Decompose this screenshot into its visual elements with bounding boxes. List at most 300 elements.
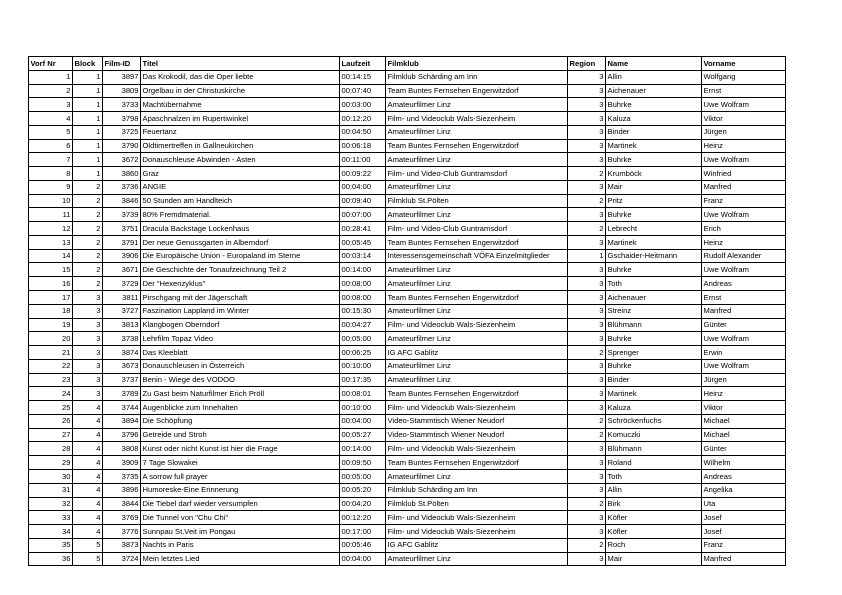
cell-name: Binder bbox=[606, 125, 702, 139]
cell-name: Schröckenfuchs bbox=[606, 414, 702, 428]
cell-film-id: 3874 bbox=[103, 346, 141, 360]
cell-titel: Feuertanz bbox=[141, 125, 340, 139]
cell-name: Buhrke bbox=[606, 263, 702, 277]
cell-vorf-nr: 31 bbox=[29, 483, 73, 497]
cell-titel: Augenblicke zum Innehalten bbox=[141, 401, 340, 415]
table-row bbox=[29, 153, 786, 167]
cell-block: 3 bbox=[73, 346, 103, 360]
cell-name: Sprenger bbox=[606, 346, 702, 360]
cell-name: Pritz bbox=[606, 194, 702, 208]
cell-region: 3 bbox=[568, 456, 606, 470]
cell-vorname: Rudolf Alexander bbox=[702, 249, 786, 263]
header-region: Region bbox=[568, 57, 606, 71]
cell-film-id: 3776 bbox=[103, 525, 141, 539]
cell-titel: Die Schöpfung bbox=[141, 414, 340, 428]
table-row bbox=[29, 70, 786, 84]
cell-block: 2 bbox=[73, 208, 103, 222]
cell-laufzeit: 00:09:22 bbox=[340, 167, 386, 181]
table-row bbox=[29, 98, 786, 112]
table-row bbox=[29, 346, 786, 360]
cell-vorname: Günter bbox=[702, 318, 786, 332]
cell-block: 4 bbox=[73, 469, 103, 483]
cell-film-id: 3846 bbox=[103, 194, 141, 208]
table-row bbox=[29, 552, 786, 566]
cell-block: 1 bbox=[73, 84, 103, 98]
cell-vorf-nr: 9 bbox=[29, 180, 73, 194]
cell-filmklub: Film- und Video-Club Guntramsdorf bbox=[386, 167, 568, 181]
cell-film-id: 3813 bbox=[103, 318, 141, 332]
cell-titel: Die Tunnel von "Chu Chi" bbox=[141, 511, 340, 525]
table-row bbox=[29, 291, 786, 305]
cell-vorname: Uwe Wolfram bbox=[702, 208, 786, 222]
cell-titel: Pirschgang mit der Jägerschaft bbox=[141, 291, 340, 305]
cell-block: 5 bbox=[73, 552, 103, 566]
cell-name: Roland bbox=[606, 456, 702, 470]
cell-vorname: Michael bbox=[702, 428, 786, 442]
cell-laufzeit: 00:08:00 bbox=[340, 291, 386, 305]
cell-filmklub: Team Buntes Fernsehen Engerwitzdorf bbox=[386, 387, 568, 401]
cell-block: 1 bbox=[73, 153, 103, 167]
cell-region: 3 bbox=[568, 84, 606, 98]
cell-filmklub: Amateurfilmer Linz bbox=[386, 125, 568, 139]
cell-name: Buhrke bbox=[606, 98, 702, 112]
cell-name: Mair bbox=[606, 552, 702, 566]
cell-film-id: 3873 bbox=[103, 538, 141, 552]
cell-name: Buhrke bbox=[606, 359, 702, 373]
cell-vorf-nr: 26 bbox=[29, 414, 73, 428]
cell-block: 4 bbox=[73, 511, 103, 525]
cell-film-id: 3744 bbox=[103, 401, 141, 415]
cell-laufzeit: 00:04:00 bbox=[340, 180, 386, 194]
cell-block: 3 bbox=[73, 304, 103, 318]
cell-laufzeit: 00:04:27 bbox=[340, 318, 386, 332]
cell-vorf-nr: 32 bbox=[29, 497, 73, 511]
cell-filmklub: Film- und Videoclub Wals-Siezenheim bbox=[386, 511, 568, 525]
cell-titel: Getreide und Stroh bbox=[141, 428, 340, 442]
cell-titel: Die Tiebel darf wieder versumpfen bbox=[141, 497, 340, 511]
cell-filmklub: Film- und Videoclub Wals-Siezenheim bbox=[386, 442, 568, 456]
cell-filmklub: IG AFC Gablitz bbox=[386, 538, 568, 552]
cell-laufzeit: 00:28:41 bbox=[340, 222, 386, 236]
cell-name: Birk bbox=[606, 497, 702, 511]
cell-region: 2 bbox=[568, 167, 606, 181]
cell-region: 3 bbox=[568, 401, 606, 415]
cell-film-id: 3796 bbox=[103, 428, 141, 442]
table-row bbox=[29, 277, 786, 291]
table-row bbox=[29, 332, 786, 346]
table-row bbox=[29, 112, 786, 126]
cell-name: Streinz bbox=[606, 304, 702, 318]
cell-vorf-nr: 3 bbox=[29, 98, 73, 112]
cell-name: Gschaider-Heitmann bbox=[606, 249, 702, 263]
cell-vorf-nr: 34 bbox=[29, 525, 73, 539]
cell-filmklub: Film- und Videoclub Wals-Siezenheim bbox=[386, 525, 568, 539]
cell-film-id: 3729 bbox=[103, 277, 141, 291]
cell-block: 5 bbox=[73, 538, 103, 552]
cell-film-id: 3737 bbox=[103, 373, 141, 387]
cell-titel: Das Kleeblatt bbox=[141, 346, 340, 360]
cell-block: 2 bbox=[73, 263, 103, 277]
cell-block: 4 bbox=[73, 442, 103, 456]
cell-region: 2 bbox=[568, 194, 606, 208]
cell-filmklub: Team Buntes Fernsehen Engerwitzdorf bbox=[386, 84, 568, 98]
cell-film-id: 3739 bbox=[103, 208, 141, 222]
cell-block: 2 bbox=[73, 249, 103, 263]
cell-region: 3 bbox=[568, 483, 606, 497]
cell-vorname: Manfred bbox=[702, 552, 786, 566]
cell-region: 2 bbox=[568, 346, 606, 360]
cell-block: 1 bbox=[73, 98, 103, 112]
cell-film-id: 3725 bbox=[103, 125, 141, 139]
header-name: Name bbox=[606, 57, 702, 71]
cell-name: Blühmann bbox=[606, 318, 702, 332]
table-row bbox=[29, 483, 786, 497]
cell-laufzeit: 00:09:40 bbox=[340, 194, 386, 208]
table-row bbox=[29, 263, 786, 277]
cell-film-id: 3673 bbox=[103, 359, 141, 373]
cell-block: 2 bbox=[73, 180, 103, 194]
cell-laufzeit: 00:05:20 bbox=[340, 483, 386, 497]
cell-vorf-nr: 35 bbox=[29, 538, 73, 552]
cell-vorname: Ernst bbox=[702, 84, 786, 98]
cell-titel: Faszination Lappland im Winter bbox=[141, 304, 340, 318]
cell-vorf-nr: 21 bbox=[29, 346, 73, 360]
cell-laufzeit: 00:10:00 bbox=[340, 401, 386, 415]
cell-vorname: Andreas bbox=[702, 277, 786, 291]
cell-vorname: Viktor bbox=[702, 401, 786, 415]
cell-block: 1 bbox=[73, 125, 103, 139]
cell-block: 4 bbox=[73, 525, 103, 539]
cell-filmklub: Video-Stammtisch Wiener Neudorf bbox=[386, 414, 568, 428]
cell-block: 3 bbox=[73, 373, 103, 387]
cell-vorf-nr: 8 bbox=[29, 167, 73, 181]
cell-film-id: 3811 bbox=[103, 291, 141, 305]
cell-name: Buhrke bbox=[606, 208, 702, 222]
cell-filmklub: Filmklub St.Pölten bbox=[386, 194, 568, 208]
cell-filmklub: Amateurfilmer Linz bbox=[386, 153, 568, 167]
cell-film-id: 3896 bbox=[103, 483, 141, 497]
cell-block: 4 bbox=[73, 456, 103, 470]
cell-film-id: 3671 bbox=[103, 263, 141, 277]
header-block: Block bbox=[73, 57, 103, 71]
cell-titel: Zu Gast beim Naturfilmer Erich Pröll bbox=[141, 387, 340, 401]
cell-region: 3 bbox=[568, 291, 606, 305]
cell-filmklub: Filmklub Schärding am Inn bbox=[386, 70, 568, 84]
cell-region: 3 bbox=[568, 180, 606, 194]
cell-vorname: Wolfgang bbox=[702, 70, 786, 84]
cell-laufzeit: 00:08:01 bbox=[340, 387, 386, 401]
cell-laufzeit: 00:07:00 bbox=[340, 208, 386, 222]
cell-vorf-nr: 27 bbox=[29, 428, 73, 442]
cell-filmklub: Film- und Video-Club Guntramsdorf bbox=[386, 222, 568, 236]
cell-titel: Donauschleuse Abwinden - Asten bbox=[141, 153, 340, 167]
cell-name: Kaluza bbox=[606, 401, 702, 415]
cell-filmklub: Filmklub St.Pölten bbox=[386, 497, 568, 511]
cell-name: Allin bbox=[606, 70, 702, 84]
cell-film-id: 3909 bbox=[103, 456, 141, 470]
cell-vorname: Erich bbox=[702, 222, 786, 236]
cell-filmklub: Film- und Videoclub Wals-Siezenheim bbox=[386, 112, 568, 126]
cell-name: Binder bbox=[606, 373, 702, 387]
cell-vorname: Ernst bbox=[702, 291, 786, 305]
cell-film-id: 3672 bbox=[103, 153, 141, 167]
cell-vorf-nr: 17 bbox=[29, 291, 73, 305]
table-row bbox=[29, 469, 786, 483]
cell-filmklub: Amateurfilmer Linz bbox=[386, 304, 568, 318]
cell-filmklub: Amateurfilmer Linz bbox=[386, 373, 568, 387]
cell-name: Blühmann bbox=[606, 442, 702, 456]
cell-laufzeit: 00:08:00 bbox=[340, 277, 386, 291]
cell-laufzeit: 00:03:14 bbox=[340, 249, 386, 263]
table-row bbox=[29, 125, 786, 139]
cell-laufzeit: 00:12:20 bbox=[340, 511, 386, 525]
cell-block: 4 bbox=[73, 414, 103, 428]
cell-region: 3 bbox=[568, 442, 606, 456]
cell-vorf-nr: 5 bbox=[29, 125, 73, 139]
cell-vorname: Uwe Wolfram bbox=[702, 359, 786, 373]
cell-name: Köfler bbox=[606, 511, 702, 525]
cell-vorname: Heinz bbox=[702, 235, 786, 249]
header-vorname: Vorname bbox=[702, 57, 786, 71]
cell-vorname: Uwe Wolfram bbox=[702, 332, 786, 346]
cell-titel: Donauschleusen in Österreich bbox=[141, 359, 340, 373]
cell-region: 3 bbox=[568, 125, 606, 139]
cell-laufzeit: 00:07:40 bbox=[340, 84, 386, 98]
cell-vorf-nr: 11 bbox=[29, 208, 73, 222]
cell-vorname: Viktor bbox=[702, 112, 786, 126]
cell-name: Martinek bbox=[606, 235, 702, 249]
cell-vorf-nr: 29 bbox=[29, 456, 73, 470]
cell-name: Aichenauer bbox=[606, 291, 702, 305]
cell-titel: Die Geschichte der Tonaufzeichnung Teil 2 bbox=[141, 263, 340, 277]
cell-vorf-nr: 16 bbox=[29, 277, 73, 291]
cell-vorname: Heinz bbox=[702, 387, 786, 401]
cell-name: Buhrke bbox=[606, 153, 702, 167]
cell-block: 2 bbox=[73, 235, 103, 249]
cell-laufzeit: 00:17:00 bbox=[340, 525, 386, 539]
cell-vorf-nr: 12 bbox=[29, 222, 73, 236]
cell-region: 3 bbox=[568, 332, 606, 346]
cell-region: 3 bbox=[568, 318, 606, 332]
cell-block: 3 bbox=[73, 318, 103, 332]
cell-region: 3 bbox=[568, 263, 606, 277]
cell-titel: Mein letztes Lied bbox=[141, 552, 340, 566]
cell-laufzeit: 00:05:27 bbox=[340, 428, 386, 442]
cell-vorf-nr: 10 bbox=[29, 194, 73, 208]
cell-film-id: 3727 bbox=[103, 304, 141, 318]
cell-vorf-nr: 20 bbox=[29, 332, 73, 346]
cell-name: Lebrecht bbox=[606, 222, 702, 236]
cell-name: Köfler bbox=[606, 525, 702, 539]
table-row bbox=[29, 208, 786, 222]
cell-laufzeit: 00:09:50 bbox=[340, 456, 386, 470]
table-row bbox=[29, 167, 786, 181]
cell-vorname: Jürgen bbox=[702, 125, 786, 139]
cell-laufzeit: 00:04:50 bbox=[340, 125, 386, 139]
cell-vorf-nr: 36 bbox=[29, 552, 73, 566]
cell-block: 4 bbox=[73, 483, 103, 497]
table-body bbox=[29, 70, 786, 566]
cell-filmklub: IG AFC Gablitz bbox=[386, 346, 568, 360]
table-row bbox=[29, 373, 786, 387]
cell-filmklub: Amateurfilmer Linz bbox=[386, 98, 568, 112]
cell-vorf-nr: 19 bbox=[29, 318, 73, 332]
cell-filmklub: Team Buntes Fernsehen Engerwitzdorf bbox=[386, 139, 568, 153]
cell-laufzeit: 00:06:18 bbox=[340, 139, 386, 153]
table-row bbox=[29, 249, 786, 263]
cell-titel: A sorrow full prayer bbox=[141, 469, 340, 483]
cell-vorf-nr: 23 bbox=[29, 373, 73, 387]
cell-filmklub: Amateurfilmer Linz bbox=[386, 552, 568, 566]
cell-filmklub: Interessensgemeinschaft VÖFA Einzelmitglieder bbox=[386, 249, 568, 263]
cell-filmklub: Amateurfilmer Linz bbox=[386, 263, 568, 277]
cell-filmklub: Amateurfilmer Linz bbox=[386, 359, 568, 373]
cell-filmklub: Amateurfilmer Linz bbox=[386, 277, 568, 291]
cell-filmklub: Team Buntes Fernsehen Engerwitzdorf bbox=[386, 456, 568, 470]
cell-titel: Benin - Wiege des VODOO bbox=[141, 373, 340, 387]
cell-block: 3 bbox=[73, 332, 103, 346]
cell-vorname: Andreas bbox=[702, 469, 786, 483]
cell-block: 1 bbox=[73, 139, 103, 153]
cell-laufzeit: 00:14:00 bbox=[340, 442, 386, 456]
header-row bbox=[29, 57, 786, 71]
cell-block: 1 bbox=[73, 167, 103, 181]
cell-film-id: 3724 bbox=[103, 552, 141, 566]
cell-laufzeit: 00:05:45 bbox=[340, 235, 386, 249]
cell-vorname: Josef bbox=[702, 525, 786, 539]
cell-name: Buhrke bbox=[606, 332, 702, 346]
cell-vorname: Uwe Wolfram bbox=[702, 263, 786, 277]
cell-titel: 7 Tage Slowakei bbox=[141, 456, 340, 470]
cell-filmklub: Video-Stammtisch Wiener Neudorf bbox=[386, 428, 568, 442]
cell-vorname: Franz bbox=[702, 538, 786, 552]
cell-vorname: Erwin bbox=[702, 346, 786, 360]
header-film-id: Film-ID bbox=[103, 57, 141, 71]
table-row bbox=[29, 497, 786, 511]
cell-vorf-nr: 24 bbox=[29, 387, 73, 401]
cell-vorf-nr: 4 bbox=[29, 112, 73, 126]
cell-block: 2 bbox=[73, 222, 103, 236]
cell-titel: Dracula Backstage Lockenhaus bbox=[141, 222, 340, 236]
cell-vorf-nr: 18 bbox=[29, 304, 73, 318]
cell-vorname: Jürgen bbox=[702, 373, 786, 387]
cell-vorf-nr: 7 bbox=[29, 153, 73, 167]
cell-name: Toth bbox=[606, 469, 702, 483]
table-row bbox=[29, 525, 786, 539]
cell-laufzeit: 00:04:20 bbox=[340, 497, 386, 511]
table-row bbox=[29, 442, 786, 456]
cell-name: Mair bbox=[606, 180, 702, 194]
cell-film-id: 3769 bbox=[103, 511, 141, 525]
cell-name: Martinek bbox=[606, 139, 702, 153]
cell-laufzeit: 00:14:00 bbox=[340, 263, 386, 277]
table-row bbox=[29, 401, 786, 415]
cell-vorname: Franz bbox=[702, 194, 786, 208]
cell-region: 3 bbox=[568, 511, 606, 525]
program-table bbox=[28, 56, 786, 566]
cell-region: 3 bbox=[568, 359, 606, 373]
table-row bbox=[29, 414, 786, 428]
cell-film-id: 3798 bbox=[103, 112, 141, 126]
cell-region: 3 bbox=[568, 139, 606, 153]
cell-titel: Kunst oder nicht Kunst ist hier die Frage bbox=[141, 442, 340, 456]
cell-vorf-nr: 25 bbox=[29, 401, 73, 415]
cell-laufzeit: 00:12:20 bbox=[340, 112, 386, 126]
cell-region: 2 bbox=[568, 428, 606, 442]
cell-titel: Die Europäische Union - Europaland im Sterne bbox=[141, 249, 340, 263]
cell-filmklub: Amateurfilmer Linz bbox=[386, 332, 568, 346]
cell-region: 3 bbox=[568, 387, 606, 401]
cell-titel: ANGIE bbox=[141, 180, 340, 194]
table-row bbox=[29, 194, 786, 208]
table-row bbox=[29, 235, 786, 249]
cell-block: 4 bbox=[73, 497, 103, 511]
cell-vorname: Wilhelm bbox=[702, 456, 786, 470]
cell-name: Krumböck bbox=[606, 167, 702, 181]
cell-vorname: Heinz bbox=[702, 139, 786, 153]
cell-vorf-nr: 6 bbox=[29, 139, 73, 153]
cell-vorname: Uwe Wolfram bbox=[702, 153, 786, 167]
cell-titel: 80% Fremdmaterial. bbox=[141, 208, 340, 222]
table-row bbox=[29, 456, 786, 470]
cell-region: 3 bbox=[568, 277, 606, 291]
cell-laufzeit: 00:06:25 bbox=[340, 346, 386, 360]
cell-film-id: 3736 bbox=[103, 180, 141, 194]
header-vorf-nr: Vorf Nr bbox=[29, 57, 73, 71]
cell-film-id: 3808 bbox=[103, 442, 141, 456]
cell-film-id: 3844 bbox=[103, 497, 141, 511]
cell-name: Aichenauer bbox=[606, 84, 702, 98]
cell-region: 2 bbox=[568, 538, 606, 552]
cell-block: 4 bbox=[73, 401, 103, 415]
cell-laufzeit: 00:10:00 bbox=[340, 359, 386, 373]
cell-region: 2 bbox=[568, 222, 606, 236]
table-row bbox=[29, 318, 786, 332]
cell-name: Toth bbox=[606, 277, 702, 291]
cell-laufzeit: 00:03:00 bbox=[340, 98, 386, 112]
cell-region: 3 bbox=[568, 373, 606, 387]
cell-name: Roch bbox=[606, 538, 702, 552]
cell-laufzeit: 00:11:00 bbox=[340, 153, 386, 167]
cell-vorname: Michael bbox=[702, 414, 786, 428]
cell-vorname: Manfred bbox=[702, 304, 786, 318]
cell-film-id: 3906 bbox=[103, 249, 141, 263]
table-row bbox=[29, 538, 786, 552]
cell-film-id: 3790 bbox=[103, 139, 141, 153]
cell-region: 3 bbox=[568, 112, 606, 126]
cell-titel: Humoreske-Eine Erinnerung bbox=[141, 483, 340, 497]
table-row bbox=[29, 139, 786, 153]
cell-vorf-nr: 1 bbox=[29, 70, 73, 84]
cell-name: Kaluza bbox=[606, 112, 702, 126]
cell-titel: Nachts in Paris bbox=[141, 538, 340, 552]
cell-vorf-nr: 28 bbox=[29, 442, 73, 456]
cell-block: 2 bbox=[73, 277, 103, 291]
cell-vorname: Uwe Wolfram bbox=[702, 98, 786, 112]
cell-film-id: 3751 bbox=[103, 222, 141, 236]
cell-vorf-nr: 15 bbox=[29, 263, 73, 277]
cell-region: 3 bbox=[568, 525, 606, 539]
cell-region: 3 bbox=[568, 208, 606, 222]
cell-titel: Machtübernahme bbox=[141, 98, 340, 112]
cell-laufzeit: 00:05:00 bbox=[340, 469, 386, 483]
cell-film-id: 3809 bbox=[103, 84, 141, 98]
cell-vorname: Angelika bbox=[702, 483, 786, 497]
cell-vorf-nr: 14 bbox=[29, 249, 73, 263]
cell-film-id: 3897 bbox=[103, 70, 141, 84]
cell-vorf-nr: 13 bbox=[29, 235, 73, 249]
cell-film-id: 3860 bbox=[103, 167, 141, 181]
